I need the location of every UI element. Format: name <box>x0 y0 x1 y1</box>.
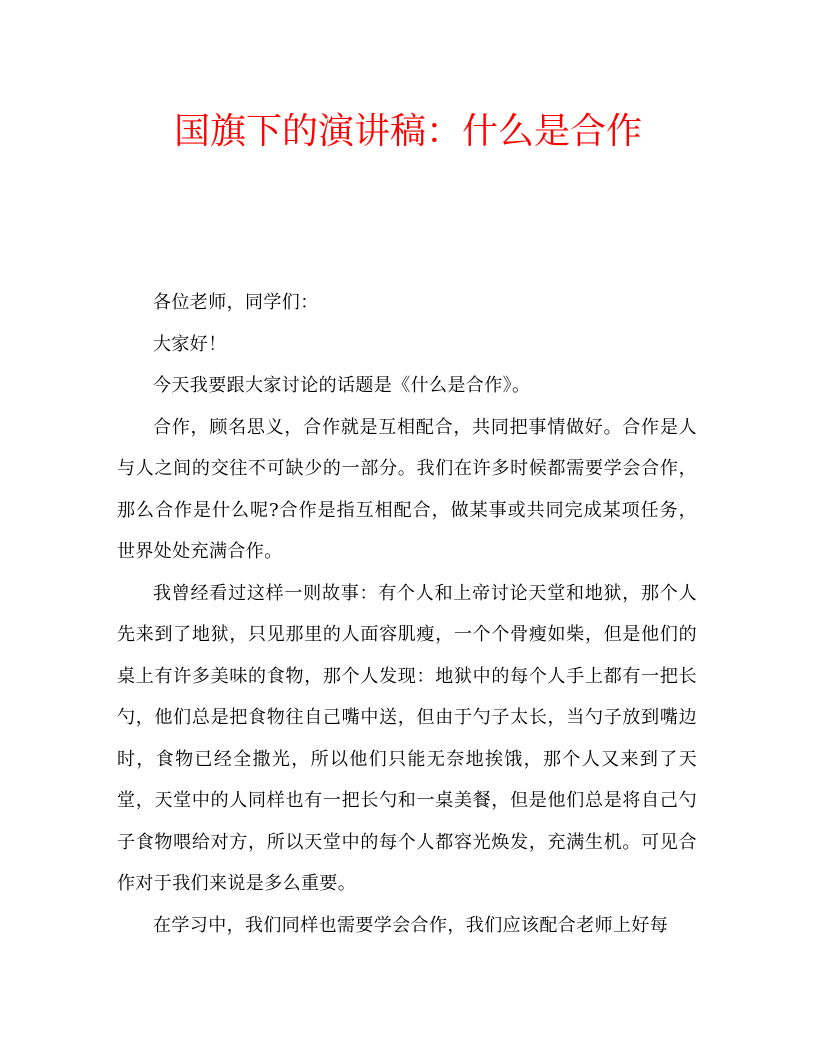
document-title: 国旗下的演讲稿：什么是合作 <box>173 111 642 152</box>
paragraph-definition: 合作，顾名思义，合作就是互相配合，共同把事情做好。合作是人与人之间的交往不可缺少的一部分。我们在许多时候都需要学会合作，那么合作是什么呢?合作是指互相配合，做某事或共同完成某项任务，世界处处充满合作。 <box>117 416 697 562</box>
paragraph-greeting: 大家好！ <box>153 333 227 355</box>
paragraph-study: 在学习中，我们同样也需要学会合作，我们应该配合老师上好每 <box>153 914 669 936</box>
paragraph-salutation: 各位老师，同学们： <box>153 292 319 313</box>
document-body <box>117 282 697 946</box>
paragraph-topic: 今天我要跟大家讨论的话题是《什么是合作》。 <box>153 375 531 396</box>
paragraph-story: 我曾经看过这样一则故事：有个人和上帝讨论天堂和地狱，那个人先来到了地狱，只见那里的人面容肌瘦，一个个骨瘦如柴，但是他们的桌上有许多美味的食物，那个人发现：地狱中的每个人手上都有一把长勺，他们总是把食物往自己嘴中送，但由于勺子太长，当勺子放到嘴边时，食物已经全撒光，所以他们只能无奈地挨饿，那个人又来到了天堂，天堂中的人同样也有一把长勺和一桌美餐，但是他们总是将自己勺子食物喂给对方，所以天堂中的每个人都容光焕发，充满生机。可见合作对于我们来说是多么重要。 <box>117 582 697 894</box>
